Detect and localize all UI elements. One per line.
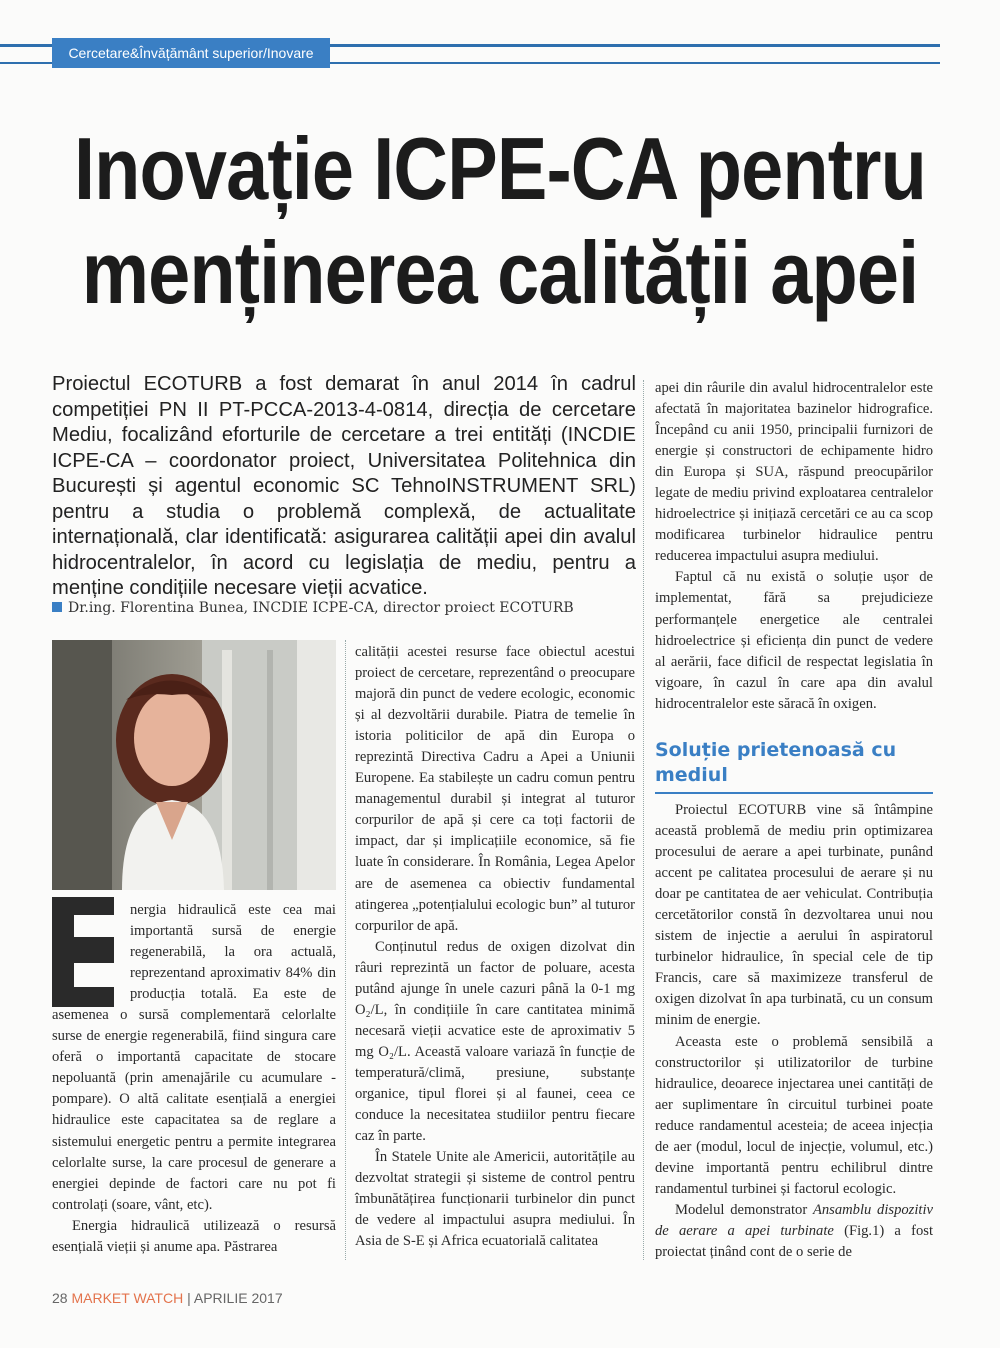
col1-paragraph-1: nergia hidraulică este cea mai importantă sursă de energie regenerabilă, la ora actuală, reprezentand aproximativ 84% din producția totală. Ea este de asemenea o sursă complementară celorlalte surse de energie regenerabilă, fiind singura care oferă o importantă capacitate de stocare nepoluantă (prin amenajările cu acumulare - pompare). O altă calitate esențială a energiei hidraulice este capacitatea sa de reglare a sistemului energetic pentru a permite integrarea celorlalte surse, la care procesul de generare a energiei depinde de factori care nu pot fi controlați (soare, vânt, etc).	[52, 902, 336, 1213]
col3-p5-start: Modelul demonstrator	[675, 1201, 813, 1218]
footer-issue: APRILIE 2017	[193, 1290, 283, 1306]
page-number: 28	[52, 1290, 68, 1306]
section-tab: Cercetare&Învățământ superior/Inovare	[52, 38, 330, 68]
headline-line-2: menținerea calității apei	[81, 223, 919, 322]
subheading-rule	[655, 792, 933, 794]
col2-paragraph-3: În Statele Unite ale Americii, autoritățile au dezvoltat strategii și sisteme de control pentru îmbunătățirea funcționarii turbinelor din punct de vedere al impactului asupra mediului. În Asia de S-E și Africa ecuatorială calitatea	[355, 1149, 635, 1250]
subheading: Soluție prietenoasă cu mediul	[655, 739, 897, 786]
col3-paragraph-5	[655, 1200, 933, 1263]
column-divider-1	[345, 640, 346, 1260]
footer-brand: MARKET WATCH	[71, 1290, 184, 1306]
col2-paragraph-1: calității acestei resurse face obiectul acestui proiect de cercetare, reprezentând o preocupare majoră din punct de vedere ecologic, economic și al dezvoltării durabile. Piatra de temelie în istoria politicilor de apă din Europa o reprezintă Directiva Cadru a Apei a Uniunii Europene. Ea stabilește un cadru comun pentru managementul durabil și integrat al tuturor corpurilor de apă și cere ca toți factorii de impact, dar și implicațiile economice, să fie luate în considerare. În România, Legea Apelor are de asemenea ca obiectiv fundamental atingerea „potențialului ecologic bun” al tuturor corpurilor de apă.	[355, 644, 636, 934]
col3-paragraph-4: Aceasta este o problemă sensibilă a constructorilor și utilizatorilor de turbine hidraulice, deoarece injectarea unei cantități de aer suplimentare în circuitul turbinei poate reduce randamentul acesteia; de aceea injecția de aer (modul, locul de injecție, volumul, etc.) devine importantă pentru echilibrul dintre randamentul turbinei și factorul ecologic.	[655, 1033, 933, 1197]
col3-p5-end: (Fig.1) a fost proiectat ținând cont de o serie de	[655, 1222, 933, 1260]
column-3-top	[655, 378, 933, 715]
footer-separator: |	[187, 1290, 191, 1306]
page-footer	[52, 1290, 283, 1306]
col1-paragraph-2: Energia hidraulică utilizează o resursă esențială vieții și anume apa. Păstrarea	[52, 1217, 336, 1255]
col3-p5-italic: Ansamblu dispozitiv de aerare a apei turbinate	[655, 1201, 933, 1239]
byline-marker-icon	[52, 602, 62, 612]
column-2	[355, 642, 635, 1252]
lead-paragraph: Proiectul ECOTURB a fost demarat în anul 2014 în cadrul competiției PN II PT-PCCA-2013-4-0814, direcția de cercetare Mediu, focalizând eforturile de cercetare a trei entități (INCDIE ICPE-CA – coordonator proiect, Universitatea Politehnica din București și agentul economic SC TehnoINSTRUMENT SRL) pentru a studia o problemă complexă, de actualitate internațională, clar identificată: asigurarea calității apei din avalul hidrocentralelor, în acord cu legislația de mediu, pentru a menține condițiile necesare vieții acvatice.	[52, 373, 636, 599]
byline	[52, 600, 652, 616]
column-3-bottom	[655, 800, 933, 1263]
column-1	[52, 900, 336, 1258]
column-divider-2	[643, 380, 644, 1260]
author-photo	[52, 640, 336, 890]
headline-line-1: Inovație ICPE-CA pentru	[73, 119, 927, 218]
byline-text: Dr.ing. Florentina Bunea, INCDIE ICPE-CA, director proiect ECOTURB	[68, 600, 574, 616]
author-photo-illustration	[52, 640, 336, 890]
col3-paragraph-2: Faptul că nu există o soluție ușor de implementat, fără sa prejudicieze performanțele energetice ale centralei hidroelectrice și eficiența din punct de vedere al aerării, face dificil de respectat legislatia în vigoare, în cazul în care apa din avalul hidrocentralelor este săracă în oxigen.	[655, 569, 933, 712]
col3-paragraph-3: Proiectul ECOTURB vine să întâmpine această problemă de mediu prin optimizarea procesului de aerare a apei turbinate, punând accent pe calitatea procesului de aerare și nu doar pe cantitatea de aer vehiculat. Contribuția cercetătorilor constă în dezvoltarea unui nou sistem de injectie a aerului în aspiratorul turbinelor hidraulice, în special cele de tip Francis, care să maximizeze transferul de oxigen dizolvat în apa turbinată, cu un consum minim de energie.	[655, 802, 933, 1029]
col3-paragraph-1: apei din râurile din avalul hidrocentralelor este afectată în majoritatea bazinelor hidrografice. Începând cu anii 1950, principalii furnizori de energie și constructori de echipamente hidro din Europa și SUA, răspund preocupărilor legate de mediu privind exploatarea centralelor hidroelectrice și inițiază cercetări ce au ca scop modificarea turbinelor hidraulice pentru reducerea impactului asupra mediului.	[655, 380, 933, 565]
col2-paragraph-2: Conținutul redus de oxigen dizolvat din râuri reprezintă un factor de poluare, acesta putând ajunge în unele cazuri până la 0-1 mg O₂/L, în condițiile în care cantitatea minimă necesară vieții acvatice este de aproximativ 5 mg O₂/L. Această valoare variază în funcție de temperatură/climă, presiune, substanțe organice, tipul florei și al faunei, ceea ce conduce la necesitatea studiilor pentru fiecare caz în parte.	[355, 938, 635, 1145]
